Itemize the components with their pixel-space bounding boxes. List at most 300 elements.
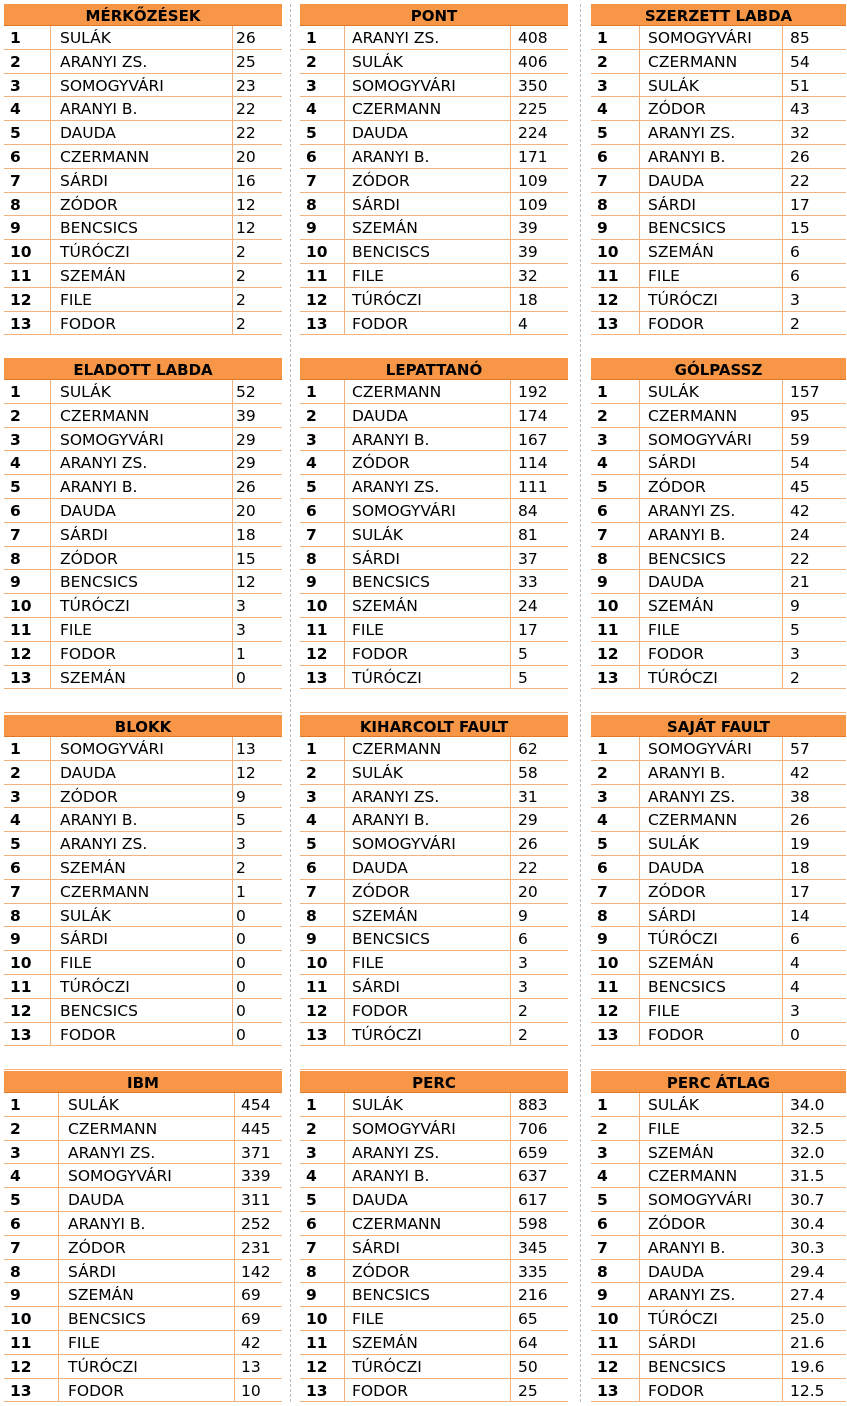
stat-value: 20 <box>518 882 538 901</box>
stat-value: 445 <box>241 1119 271 1138</box>
rank: 5 <box>10 1191 21 1210</box>
table-row <box>300 1236 568 1260</box>
table-row <box>4 50 282 74</box>
rank: 5 <box>306 478 317 497</box>
stat-value: 4 <box>790 954 800 973</box>
table-row <box>4 618 282 642</box>
stat-value: 371 <box>241 1143 271 1162</box>
player-name: BENCSICS <box>648 219 726 238</box>
table-row <box>591 1379 846 1403</box>
stat-value: 18 <box>790 859 810 877</box>
player-name: SOMOGYVÁRI <box>60 76 164 95</box>
stat-value: 27.4 <box>790 1286 825 1305</box>
player-name: DAUDA <box>68 1191 124 1210</box>
rank: 1 <box>10 1096 21 1114</box>
table-row <box>4 121 282 145</box>
player-name: TÚRÓCZI <box>352 668 422 687</box>
table-row <box>4 761 282 785</box>
column-divider <box>232 26 233 335</box>
column-divider <box>782 26 783 335</box>
rank: 12 <box>306 1357 328 1376</box>
stat-value: 192 <box>518 383 548 401</box>
rank: 10 <box>10 954 32 973</box>
table-row <box>591 404 846 428</box>
rank: 9 <box>597 573 608 592</box>
table-row <box>591 642 846 666</box>
player-name: SOMOGYVÁRI <box>648 29 752 47</box>
table-row <box>300 121 568 145</box>
stat-value: 21.6 <box>790 1334 825 1352</box>
player-name: SOMOGYVÁRI <box>648 430 752 449</box>
table-title: PERC ÁTLAG <box>591 1071 846 1093</box>
stat-value: 13 <box>236 740 256 758</box>
table-row <box>300 1023 568 1047</box>
player-name: TÚRÓCZI <box>352 1025 422 1044</box>
stat-value: 26 <box>790 811 810 830</box>
table-row <box>4 523 282 547</box>
table-row <box>4 1355 282 1379</box>
column-divider <box>232 737 233 1046</box>
table-row <box>4 547 282 571</box>
rank: 8 <box>10 195 21 214</box>
table-row <box>4 380 282 404</box>
player-name: ZÓDOR <box>352 171 410 190</box>
player-name: FODOR <box>352 314 409 333</box>
rank: 4 <box>597 1167 608 1186</box>
stat-table <box>4 358 282 689</box>
stat-value: 1 <box>236 644 246 663</box>
rank: 1 <box>597 383 608 401</box>
stat-value: 21 <box>790 573 810 592</box>
player-name: SÁRDI <box>60 171 109 190</box>
table-row <box>591 288 846 312</box>
stat-value: 16 <box>236 171 256 190</box>
table-row <box>591 312 846 336</box>
table-row <box>300 951 568 975</box>
rank: 11 <box>10 1334 32 1352</box>
table-row <box>591 428 846 452</box>
rank: 6 <box>306 859 317 877</box>
rank: 8 <box>597 195 608 214</box>
player-name: SZEMÁN <box>648 243 714 262</box>
player-name: FILE <box>648 1119 680 1138</box>
table-row <box>4 1023 282 1047</box>
rank: 8 <box>10 1262 21 1281</box>
table-row <box>591 121 846 145</box>
table-row <box>300 264 568 288</box>
table-row <box>4 216 282 240</box>
stat-value: 18 <box>236 525 256 544</box>
stat-value: 84 <box>518 502 538 520</box>
stat-value: 598 <box>518 1215 548 1233</box>
stat-value: 9 <box>518 906 528 925</box>
stat-value: 2 <box>236 267 246 285</box>
stat-value: 37 <box>518 549 538 568</box>
rank: 11 <box>10 621 32 639</box>
player-name: ARANYI ZS. <box>648 124 736 143</box>
stat-value: 25 <box>236 52 256 71</box>
player-name: DAUDA <box>352 859 408 877</box>
table-row <box>4 475 282 499</box>
player-name: SÁRDI <box>68 1262 117 1281</box>
stat-value: 339 <box>241 1167 271 1186</box>
table-row <box>300 97 568 121</box>
player-name: BENCSICS <box>60 219 138 238</box>
table-row <box>591 737 846 761</box>
column-divider <box>510 26 511 335</box>
table-row <box>591 380 846 404</box>
rank: 12 <box>597 290 619 309</box>
stat-value: 39 <box>236 406 256 425</box>
stat-value: 6 <box>790 930 800 949</box>
table-row <box>300 1283 568 1307</box>
player-name: FODOR <box>68 1381 125 1400</box>
table-title: IBM <box>4 1071 282 1093</box>
rank: 8 <box>306 1262 317 1281</box>
table-row <box>591 169 846 193</box>
player-name: DAUDA <box>352 124 408 143</box>
stat-value: 12 <box>236 763 256 782</box>
rank: 10 <box>306 243 328 262</box>
rank: 3 <box>10 787 21 806</box>
player-name: SOMOGYVÁRI <box>648 1191 752 1210</box>
rank: 11 <box>306 978 328 996</box>
player-name: FILE <box>60 290 92 309</box>
column-divider <box>510 380 511 689</box>
table-row <box>591 1355 846 1379</box>
stat-value: 171 <box>518 148 548 166</box>
player-name: ZÓDOR <box>648 1215 706 1233</box>
table-row <box>300 1141 568 1165</box>
stat-value: 45 <box>790 478 810 497</box>
player-name: FODOR <box>648 1025 705 1044</box>
rank: 7 <box>597 882 608 901</box>
stat-value: 18 <box>518 290 538 309</box>
stat-table <box>300 715 568 1046</box>
table-row <box>4 856 282 880</box>
player-name: SOMOGYVÁRI <box>648 740 752 758</box>
rank: 13 <box>597 668 619 687</box>
stat-value: 43 <box>790 100 810 119</box>
rank: 13 <box>10 1025 32 1044</box>
rank: 12 <box>10 644 32 663</box>
rank: 8 <box>306 906 317 925</box>
table-row <box>4 999 282 1023</box>
rank: 5 <box>10 124 21 143</box>
stat-value: 39 <box>518 243 538 262</box>
stat-value: 85 <box>790 29 810 47</box>
stat-value: 32 <box>790 124 810 143</box>
player-name: ZÓDOR <box>648 478 706 497</box>
stat-value: 2 <box>790 314 800 333</box>
rank: 10 <box>306 1310 328 1329</box>
table-row <box>300 1188 568 1212</box>
table-row <box>4 312 282 336</box>
stat-value: 32.5 <box>790 1119 825 1138</box>
rank: 4 <box>597 100 608 119</box>
stat-table <box>300 4 568 335</box>
player-name: SULÁK <box>60 29 111 47</box>
table-row <box>591 50 846 74</box>
rank: 11 <box>306 1334 328 1352</box>
player-name: DAUDA <box>648 859 704 877</box>
column-divider <box>344 1093 345 1402</box>
stat-value: 15 <box>236 549 256 568</box>
rank: 4 <box>306 454 317 473</box>
rank: 8 <box>597 1262 608 1281</box>
player-name: DAUDA <box>60 502 116 520</box>
stat-value: 26 <box>236 478 256 497</box>
table-row <box>300 737 568 761</box>
rank: 12 <box>10 1357 32 1376</box>
table-row <box>4 832 282 856</box>
rank: 9 <box>306 219 317 238</box>
rank: 11 <box>10 978 32 996</box>
player-name: SÁRDI <box>352 978 401 996</box>
rank: 1 <box>597 1096 608 1114</box>
stat-value: 216 <box>518 1286 548 1305</box>
player-name: ARANYI B. <box>352 1167 430 1186</box>
stat-value: 12 <box>236 573 256 592</box>
player-name: TÚRÓCZI <box>648 1310 718 1329</box>
player-name: SULÁK <box>60 906 111 925</box>
column-divider <box>50 26 51 335</box>
table-row <box>4 1141 282 1165</box>
table-row <box>300 1260 568 1284</box>
player-name: ARANYI B. <box>68 1215 146 1233</box>
rank: 4 <box>10 811 21 830</box>
stat-value: 19 <box>790 835 810 854</box>
table-row <box>4 1117 282 1141</box>
table-row <box>591 999 846 1023</box>
player-name: FODOR <box>352 644 409 663</box>
stat-value: 38 <box>790 787 810 806</box>
table-row <box>4 951 282 975</box>
stat-value: 24 <box>518 597 538 616</box>
stat-value: 225 <box>518 100 548 119</box>
player-name: CZERMANN <box>352 383 442 401</box>
rank: 5 <box>10 835 21 854</box>
player-name: DAUDA <box>648 171 704 190</box>
stat-value: 12 <box>236 219 256 238</box>
table-row <box>300 499 568 523</box>
table-row <box>4 975 282 999</box>
stat-value: 15 <box>790 219 810 238</box>
rank: 6 <box>597 859 608 877</box>
player-name: SOMOGYVÁRI <box>352 76 456 95</box>
player-name: SÁRDI <box>648 1334 697 1352</box>
player-name: ARANYI ZS. <box>352 29 440 47</box>
table-row <box>300 475 568 499</box>
player-name: BENCSICS <box>352 1286 430 1305</box>
player-name: FODOR <box>648 1381 705 1400</box>
stat-value: 617 <box>518 1191 548 1210</box>
rank: 1 <box>10 29 21 47</box>
table-row <box>4 1260 282 1284</box>
stat-value: 0 <box>236 978 246 996</box>
stat-value: 2 <box>236 290 246 309</box>
stat-value: 42 <box>790 502 810 520</box>
player-name: SOMOGYVÁRI <box>352 1119 456 1138</box>
stat-value: 57 <box>790 740 810 758</box>
column-divider <box>58 1093 59 1402</box>
stat-value: 406 <box>518 52 548 71</box>
stat-value: 311 <box>241 1191 271 1210</box>
stat-value: 2 <box>236 859 246 877</box>
rank: 3 <box>597 76 608 95</box>
table-row <box>4 288 282 312</box>
table-row <box>591 856 846 880</box>
stat-value: 2 <box>236 314 246 333</box>
table-row <box>591 1141 846 1165</box>
stat-value: 30.7 <box>790 1191 825 1210</box>
player-name: FILE <box>352 954 384 973</box>
player-name: SÁRDI <box>648 906 697 925</box>
rank: 13 <box>597 314 619 333</box>
rank: 13 <box>10 314 32 333</box>
table-row <box>4 594 282 618</box>
player-name: TÚRÓCZI <box>648 930 718 949</box>
rank: 3 <box>306 430 317 449</box>
table-row <box>591 570 846 594</box>
table-title: PERC <box>300 1071 568 1093</box>
stat-value: 10 <box>241 1381 261 1400</box>
stat-value: 12.5 <box>790 1381 825 1400</box>
rank: 1 <box>306 383 317 401</box>
player-name: ZÓDOR <box>648 100 706 119</box>
rank: 4 <box>597 811 608 830</box>
rank: 11 <box>306 267 328 285</box>
rank: 7 <box>306 171 317 190</box>
player-name: FODOR <box>352 1381 409 1400</box>
rank: 2 <box>10 763 21 782</box>
stat-value: 174 <box>518 406 548 425</box>
rank: 5 <box>597 1191 608 1210</box>
table-row <box>4 264 282 288</box>
column-divider <box>50 380 51 689</box>
spacer-row <box>591 1046 846 1070</box>
stat-value: 29 <box>236 454 256 473</box>
player-name: FILE <box>60 621 92 639</box>
stat-value: 42 <box>790 763 810 782</box>
column-gap-divider <box>290 4 291 1402</box>
stat-value: 6 <box>790 243 800 262</box>
rank: 10 <box>306 597 328 616</box>
table-row <box>591 1283 846 1307</box>
rank: 13 <box>306 668 328 687</box>
player-name: FODOR <box>60 644 117 663</box>
table-row <box>300 1379 568 1403</box>
stat-value: 109 <box>518 195 548 214</box>
table-row <box>591 475 846 499</box>
rank: 13 <box>597 1381 619 1400</box>
player-name: SZEMÁN <box>352 597 418 616</box>
table-row <box>300 1331 568 1355</box>
player-name: DAUDA <box>60 124 116 143</box>
spacer-row <box>591 335 846 359</box>
rank: 1 <box>306 1096 317 1114</box>
rank: 7 <box>597 1238 608 1257</box>
stat-value: 5 <box>236 811 246 830</box>
stat-value: 22 <box>790 171 810 190</box>
player-name: ARANYI ZS. <box>352 478 440 497</box>
table-title: SZERZETT LABDA <box>591 4 846 26</box>
player-name: CZERMANN <box>352 740 442 758</box>
rank: 4 <box>306 100 317 119</box>
column-divider <box>639 737 640 1046</box>
rank: 1 <box>10 740 21 758</box>
stat-value: 706 <box>518 1119 548 1138</box>
player-name: SZEMÁN <box>60 668 126 687</box>
player-name: FILE <box>352 621 384 639</box>
table-row <box>300 880 568 904</box>
stat-value: 54 <box>790 454 810 473</box>
stat-value: 0 <box>236 1025 246 1044</box>
table-row <box>591 145 846 169</box>
table-title: SAJÁT FAULT <box>591 715 846 737</box>
stat-value: 3 <box>518 978 528 996</box>
spacer-row <box>591 689 846 713</box>
table-row <box>591 880 846 904</box>
rank: 6 <box>306 502 317 520</box>
player-name: ARANYI ZS. <box>68 1143 156 1162</box>
rank: 3 <box>10 76 21 95</box>
rank: 2 <box>306 1119 317 1138</box>
table-row <box>300 594 568 618</box>
rank: 9 <box>597 1286 608 1305</box>
player-name: FODOR <box>60 1025 117 1044</box>
stat-value: 111 <box>518 478 548 497</box>
table-row <box>300 975 568 999</box>
table-row <box>300 240 568 264</box>
player-name: ARANYI B. <box>60 478 138 497</box>
stat-value: 0 <box>236 930 246 949</box>
table-row <box>591 193 846 217</box>
player-name: SÁRDI <box>60 525 109 544</box>
stat-value: 32 <box>518 267 538 285</box>
rank: 5 <box>10 478 21 497</box>
player-name: CZERMANN <box>352 1215 442 1233</box>
stat-value: 65 <box>518 1310 538 1329</box>
table-row <box>4 737 282 761</box>
player-name: ZÓDOR <box>60 195 118 214</box>
stat-table <box>4 715 282 1046</box>
table-row <box>300 451 568 475</box>
table-title: MÉRKŐZÉSEK <box>4 4 282 26</box>
table-row <box>591 26 846 50</box>
rank: 10 <box>597 1310 619 1329</box>
table-row <box>4 193 282 217</box>
player-name: ARANYI ZS. <box>648 787 736 806</box>
player-name: BENCSICS <box>648 549 726 568</box>
player-name: SULÁK <box>352 525 403 544</box>
rank: 12 <box>597 1001 619 1020</box>
rank: 1 <box>10 383 21 401</box>
player-name: SZEMÁN <box>648 954 714 973</box>
player-name: SÁRDI <box>352 195 401 214</box>
player-name: FILE <box>352 1310 384 1329</box>
table-row <box>591 832 846 856</box>
player-name: ARANYI ZS. <box>648 1286 736 1305</box>
stat-value: 64 <box>518 1334 538 1352</box>
table-row <box>300 785 568 809</box>
player-name: DAUDA <box>648 573 704 592</box>
player-name: SZEMÁN <box>60 859 126 877</box>
player-name: SOMOGYVÁRI <box>68 1167 172 1186</box>
stat-value: 0 <box>236 954 246 973</box>
player-name: TÚRÓCZI <box>68 1357 138 1376</box>
rank: 11 <box>597 621 619 639</box>
